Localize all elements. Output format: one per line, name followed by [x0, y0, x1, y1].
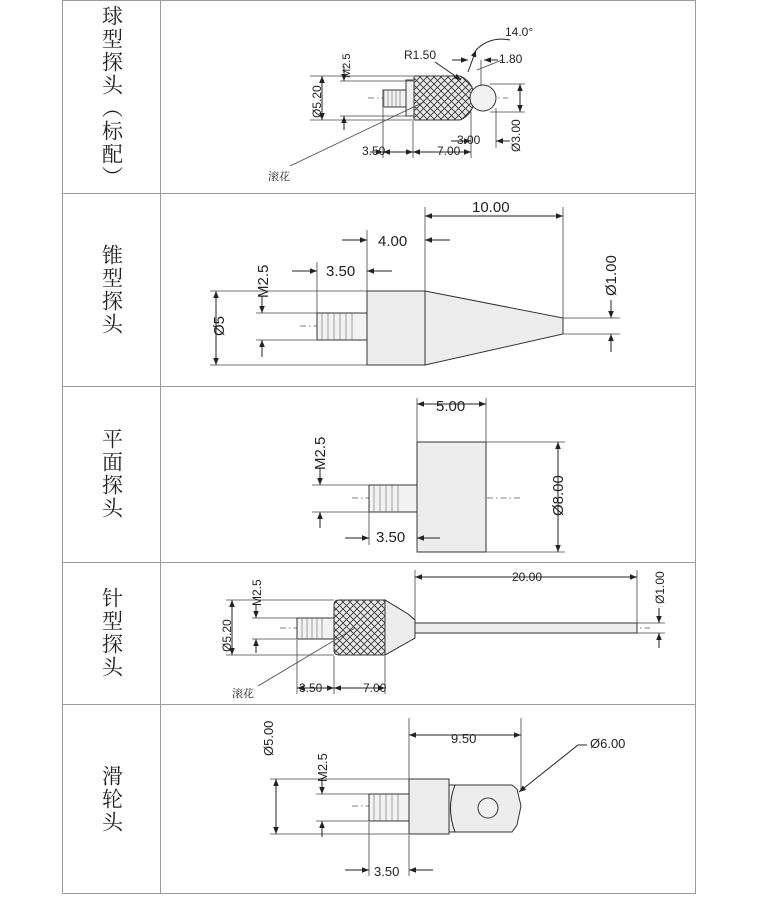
ball-thread-label: M2.5: [341, 53, 353, 78]
cone-l350-label: 3.50: [326, 263, 356, 280]
flat-thread: [369, 485, 417, 512]
needle-knurl-label: 滚花: [232, 688, 254, 700]
needle-d100-label: Ø1.00: [653, 571, 667, 604]
ball-d300-label: 3.00: [457, 133, 481, 147]
flat-thread-label: M2.5: [312, 436, 329, 470]
row-label-needle: 针型探头: [99, 587, 124, 679]
pulley-wheel-hole: [478, 798, 498, 818]
pulley-l950-label: 9.50: [451, 731, 477, 746]
ball-probe-drawing: [268, 25, 533, 183]
pulley-thread-label: M2.5: [315, 753, 330, 782]
needle-d520-label: Ø5.20: [220, 619, 234, 652]
needle-l700-label: 7.00: [363, 681, 387, 695]
pulley-l350-label: 3.50: [374, 864, 400, 879]
needle-thread-label: M2.5: [250, 579, 264, 606]
table-grid: [62, 0, 696, 894]
ball-knurl-body: [414, 76, 474, 120]
cone-probe-drawing: [210, 199, 620, 365]
pulley-probe-drawing: [261, 718, 625, 879]
needle-l350-label: 3.50: [299, 681, 323, 695]
ball-l700-label: 7.00: [437, 144, 461, 158]
needle-pin: [415, 623, 637, 633]
cone-body: [367, 291, 425, 365]
ball-radius-label: R1.50: [404, 48, 437, 62]
row-label-cone: 锥型探头: [99, 243, 124, 336]
row-label-flat: 平面探头: [99, 428, 124, 520]
pulley-d500-label: Ø5.00: [261, 720, 276, 756]
cone-d5-label: Ø5: [211, 315, 228, 336]
cone-l1000-label: 10.00: [472, 199, 510, 216]
ball-l350-label: 3.50: [362, 144, 386, 158]
pulley-d600-label: Ø6.00: [590, 736, 626, 751]
ball-d520-label: Ø5.20: [310, 85, 324, 118]
needle-thread: [297, 618, 334, 639]
pulley-body: [409, 779, 449, 834]
row-label-pulley: 滑轮头: [99, 764, 124, 834]
ball-angle-label: 14.0°: [505, 25, 534, 39]
pulley-thread: [369, 794, 409, 821]
row-label-ball: 球型探头（标配）: [99, 4, 124, 189]
ball-knurl-label: 滚花: [268, 171, 290, 183]
flat-probe-drawing: [312, 398, 567, 552]
needle-l2000-label: 20.00: [512, 570, 543, 584]
cone-d100-label: Ø1.00: [603, 255, 620, 296]
flat-body: [417, 442, 486, 552]
cone-tip: [425, 291, 563, 365]
ball-tip: [470, 85, 496, 111]
needle-probe-drawing: [220, 570, 667, 700]
cone-thread-label: M2.5: [255, 264, 272, 298]
flat-l500-label: 5.00: [436, 398, 466, 415]
cone-l400-label: 4.00: [378, 233, 408, 250]
flat-d800-label: Ø8.00: [550, 475, 567, 516]
ball-d180-label: 1.80: [499, 52, 523, 66]
ball-dia300-label: Ø3.00: [509, 119, 523, 152]
ball-thread: [383, 90, 406, 107]
flat-l350-label: 3.50: [376, 529, 406, 546]
cone-thread: [317, 313, 367, 340]
